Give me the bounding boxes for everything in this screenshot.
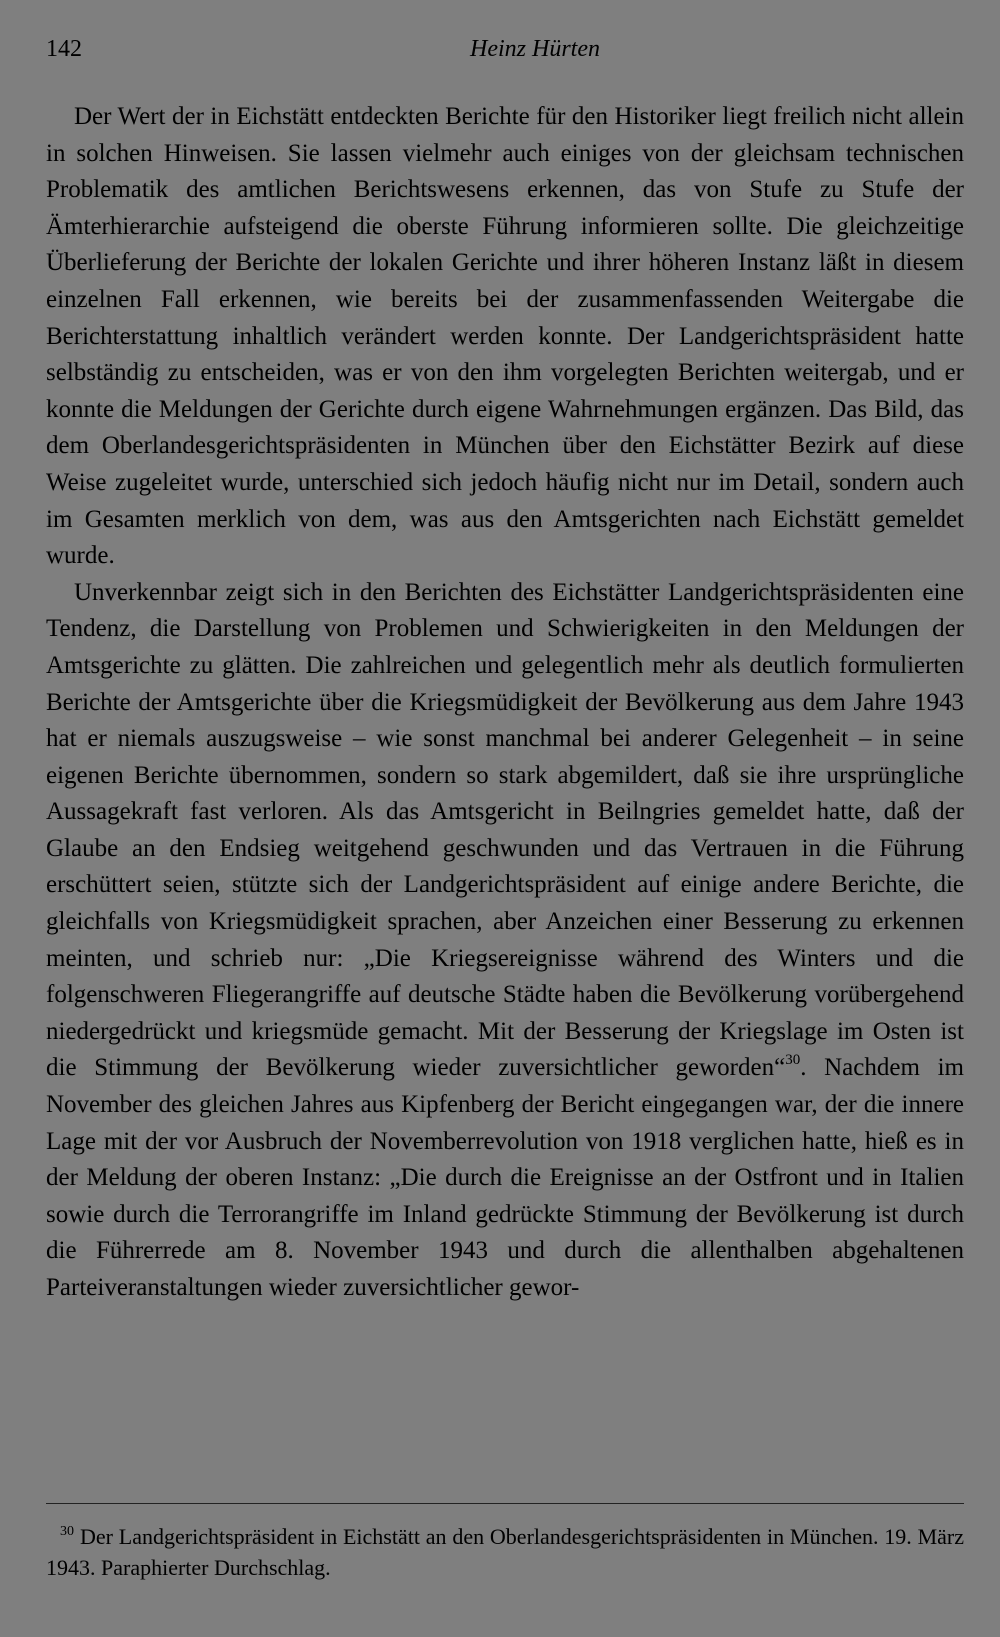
footnote-text: Der Landgerichtspräsident in Eichstätt an den Oberlandesgerichtspräsidenten in München. 19. März 1943. Paraphierter Durchschlag.: [46, 1524, 964, 1580]
footnote-30: [46, 1521, 964, 1583]
paragraph-1: Der Wert der in Eichstätt entdeckten Berichte für den Historiker liegt freilich nicht allein in solchen Hinweisen. Sie lassen vielmehr auch einiges von der gleichsam technischen Problematik des amtlichen Berichtswesens erkennen, das von Stufe zu Stufe der Ämterhierarchie aufsteigend die oberste Führung informieren sollte. Die gleichzeitige Überlieferung der Berichte der lokalen Gerichte und ihrer höheren Instanz läßt in diesem einzelnen Fall erkennen, wie bereits bei der zusammenfassenden Weitergabe die Berichterstattung inhaltlich verändert werden konnte. Der Landgerichtspräsident hatte selbständig zu entscheiden, was er von den ihm vorgelegten Berichten weitergab, und er konnte die Meldungen der Gerichte durch eigene Wahrnehmungen ergänzen. Das Bild, das dem Oberlandesgerichtspräsidenten in München über den Eichstätter Bezirk auf diese Weise zugeleitet wurde, unterschied sich jedoch häufig nicht nur im Detail, sondern auch im Gesamten merklich von dem, was aus den Amtsgerichten nach Eichstätt gemeldet wurde.: [46, 103, 964, 570]
book-page: [46, 0, 964, 1637]
footnote-reference-30[interactable]: 30: [785, 1052, 801, 1069]
paragraph-2-text-end: . Nachdem im November des gleichen Jahres aus Kipfenberg der Bericht eingegangen war, der die innere Lage mit der vor Ausbruch der Novemberrevolution von 1918 verglichen hatte, hieß es in der Meldung der oberen Instanz: „Die durch die Ereignisse an der Ostfront und in Italien sowie durch die Terrorangriffe im Inland gedrückte Stimmung der Bevölkerung ist durch die Führerrede am 8. November 1943 und durch die allenthalben abgehaltenen Parteiveranstaltungen wieder zuversichtlicher gewor-: [46, 1054, 964, 1301]
page-header: [46, 36, 964, 68]
paragraph-2-text-start: Unverkennbar zeigt sich in den Berichten des Eichstätter Landgerichtspräsidenten eine Tendenz, die Darstellung von Problemen und Schwierigkeiten in den Meldungen der Amtsgerichte zu glätten. Die zahlreichen und gelegentlich mehr als deutlich formulierten Berichte der Amtsgerichte über die Kriegsmüdigkeit der Bevölkerung aus dem Jahre 1943 hat er niemals auszugsweise – wie sonst manchmal bei anderer Gelegenheit – in seine eigenen Berichte übernommen, sondern so stark abgemildert, daß sie ihre ursprüngliche Aussagekraft fast verloren. Als das Amtsgericht in Beilngries gemeldet hatte, daß der Glaube an den Endsieg weitgehend geschwunden und das Vertrauen in die Führung erschüttert seien, stützte sich der Landgerichtspräsident auf einige andere Berichte, die gleichfalls von Kriegsmüdigkeit sprachen, aber Anzeichen einer Besserung zu erkennen meinten, und schrieb nur: „Die Kriegsereignisse während des Winters und die folgenschweren Fliegerangriffe auf deutsche Städte haben die Bevölkerung vorübergehend niedergedrückt und kriegsmüde gemacht. Mit der Besserung der Kriegslage im Osten ist die Stimmung der Bevölkerung wieder zuversichtlicher geworden“: [46, 578, 964, 1082]
running-head-author: Heinz Hürten: [470, 36, 600, 62]
footnotes: [46, 1521, 964, 1583]
page-number: 142: [46, 36, 82, 62]
footnote-marker: 30: [60, 1524, 74, 1539]
paragraph-2: [46, 575, 964, 1307]
footnote-divider: [46, 1503, 964, 1504]
body-text: [46, 99, 964, 1307]
